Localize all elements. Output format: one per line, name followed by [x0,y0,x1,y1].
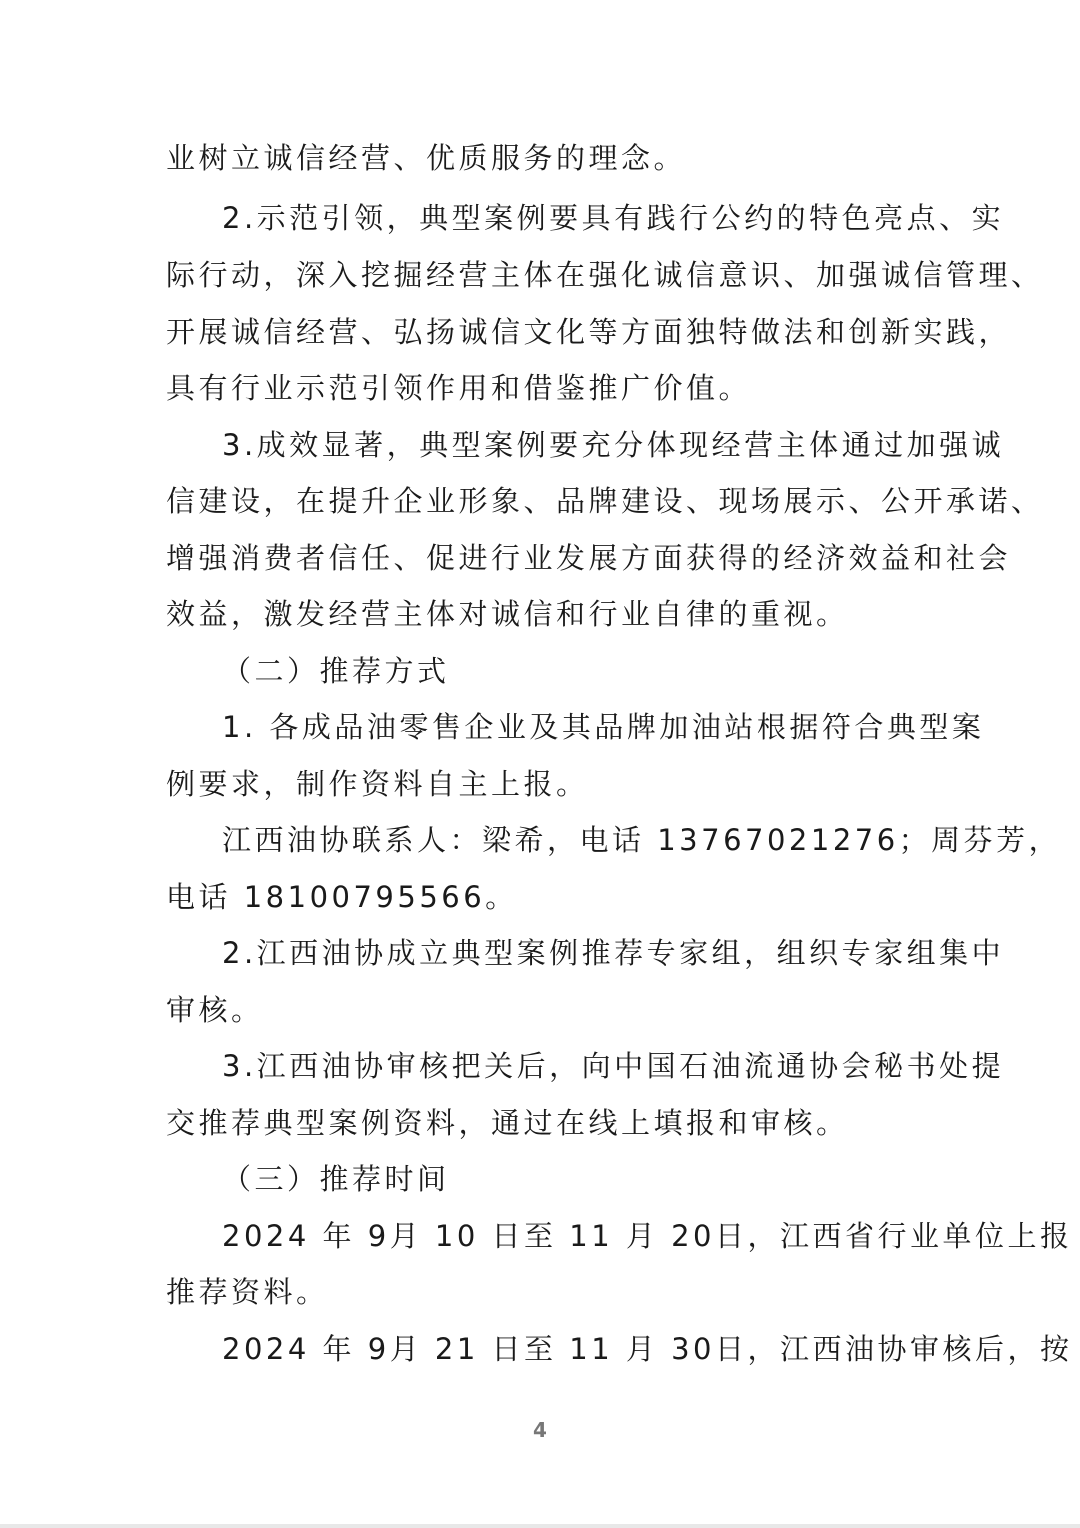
paragraph-line: 3.成效显著，典型案例要充分体现经营主体通过加强诚 [222,428,1005,462]
section-heading: （二）推荐方式 [222,654,450,688]
paragraph-line: 审核。 [166,993,264,1027]
paragraph-line: 业树立诚信经营、优质服务的理念。 [166,141,687,175]
page-bottom-edge [0,1524,1080,1528]
contact-line: 电话 18100795566。 [166,880,518,914]
section-heading: （三）推荐时间 [222,1162,450,1196]
paragraph-line: 信建设，在提升企业形象、品牌建设、现场展示、公开承诺、 [166,484,1044,518]
paragraph-line: 例要求，制作资料自主上报。 [166,767,589,801]
page-number: 4 [533,1418,547,1442]
paragraph-line: 2.示范引领，典型案例要具有践行公约的特色亮点、实 [222,201,1005,235]
paragraph-line: 2024 年 9月 10 日至 11 月 20日，江西省行业单位上报 [222,1219,1073,1253]
paragraph-line: 推荐资料。 [166,1275,329,1309]
contact-line: 江西油协联系人：梁希，电话 13767021276；周芬芳， [222,823,1062,857]
paragraph-line: 际行动，深入挖掘经营主体在强化诚信意识、加强诚信管理、 [166,258,1044,292]
paragraph-line: 效益，激发经营主体对诚信和行业自律的重视。 [166,597,849,631]
paragraph-line: 开展诚信经营、弘扬诚信文化等方面独特做法和创新实践， [166,315,1012,349]
paragraph-line: 1. 各成品油零售企业及其品牌加油站根据符合典型案 [222,710,985,744]
paragraph-line: 增强消费者信任、促进行业发展方面获得的经济效益和社会 [166,541,1012,575]
paragraph-line: 2.江西油协成立典型案例推荐专家组，组织专家组集中 [222,936,1005,970]
paragraph-line: 交推荐典型案例资料，通过在线上填报和审核。 [166,1106,849,1140]
paragraph-line: 2024 年 9月 21 日至 11 月 30日，江西油协审核后，按 [222,1332,1073,1366]
paragraph-line: 3.江西油协审核把关后，向中国石油流通协会秘书处提 [222,1049,1005,1083]
paragraph-line: 具有行业示范引领作用和借鉴推广价值。 [166,371,752,405]
